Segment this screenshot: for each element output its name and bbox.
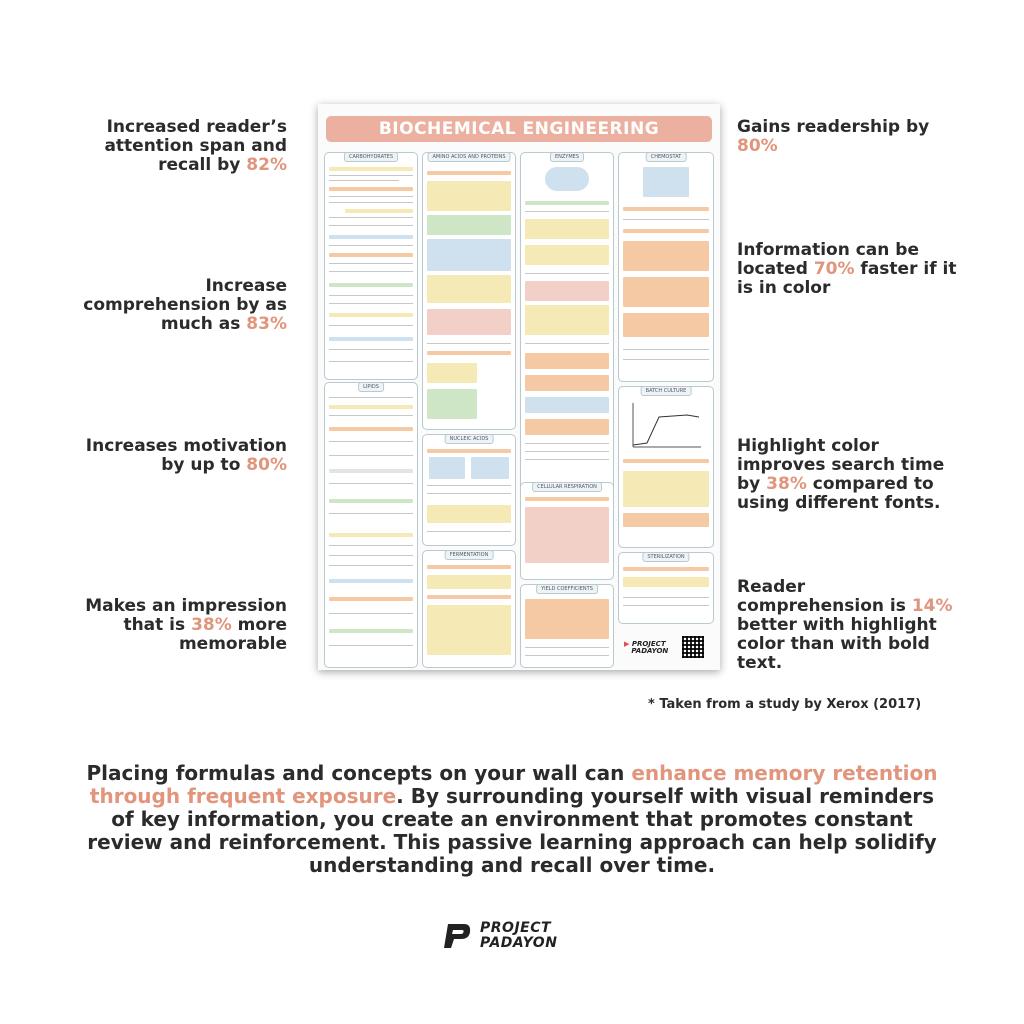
stat-memorable: Makes an impression that is 38% more memorable xyxy=(85,596,287,654)
section-title: YIELD COEFFICIENTS xyxy=(536,584,598,594)
section-title: CELLULAR RESPIRATION xyxy=(532,482,602,492)
section-title: BATCH CULTURE xyxy=(641,386,692,396)
stat-reader-comprehension: Reader comprehension is 14% better with highlight color than with bold text. xyxy=(737,577,953,673)
stat-comprehension: Increase comprehension by as much as 83% xyxy=(83,276,287,334)
stat-search-time: Highlight color improves search time by 38% compared to using different fonts. xyxy=(737,436,945,513)
section-title: ENZYMES xyxy=(550,152,584,162)
section-title: AMINO ACIDS AND PROTEINS xyxy=(427,152,510,162)
section-chemostat xyxy=(618,152,714,382)
poster-title: BIOCHEMICAL ENGINEERING xyxy=(326,116,712,142)
section-amino-acids xyxy=(422,152,516,430)
description-paragraph: Placing formulas and concepts on your wall can enhance memory retention through frequent exposure. By surrounding yourself with visual reminders of key information, you create an environment that promotes constant review and reinforcement. This passive learning approach can help solidify understanding and recall over time. xyxy=(86,761,938,877)
section-carbohydrates xyxy=(324,152,418,380)
table-band xyxy=(329,167,413,171)
project-padayon-logo-icon xyxy=(442,922,472,950)
section-title: NUCLEIC ACIDS xyxy=(445,434,494,444)
section-yield-coefficients xyxy=(520,584,614,668)
poster-image xyxy=(318,104,720,670)
brand-logo xyxy=(442,920,602,952)
qr-code-icon xyxy=(682,636,704,658)
section-nucleic-acids xyxy=(422,434,516,546)
section-title: CARBOHYDRATES xyxy=(344,152,398,162)
section-title: FERMENTATION xyxy=(445,550,494,560)
section-title: CHEMOSTAT xyxy=(646,152,687,162)
growth-curve-graph xyxy=(627,401,703,453)
stat-readership: Gains readership by 80% xyxy=(737,117,930,156)
brand-name: PROJECT PADAYON xyxy=(480,920,558,951)
section-lipids xyxy=(324,382,418,668)
stat-attention-span: Increased reader’s attention span and recall by 82% xyxy=(104,117,287,175)
section-title: STERILIZATION xyxy=(642,552,689,562)
stat-motivation: Increases motivation by up to 80% xyxy=(85,436,287,475)
section-batch-culture xyxy=(618,386,714,548)
poster-logo: ▶ PROJECT PADAYON xyxy=(624,640,669,655)
section-sterilization xyxy=(618,552,714,624)
stat-locate-color: Information can be located 70% faster if it is in color xyxy=(737,240,957,298)
section-title: LIPIDS xyxy=(358,382,384,392)
section-cellular-respiration xyxy=(520,482,614,580)
study-note: * Taken from a study by Xerox (2017) xyxy=(648,697,922,712)
section-fermentation xyxy=(422,550,516,668)
